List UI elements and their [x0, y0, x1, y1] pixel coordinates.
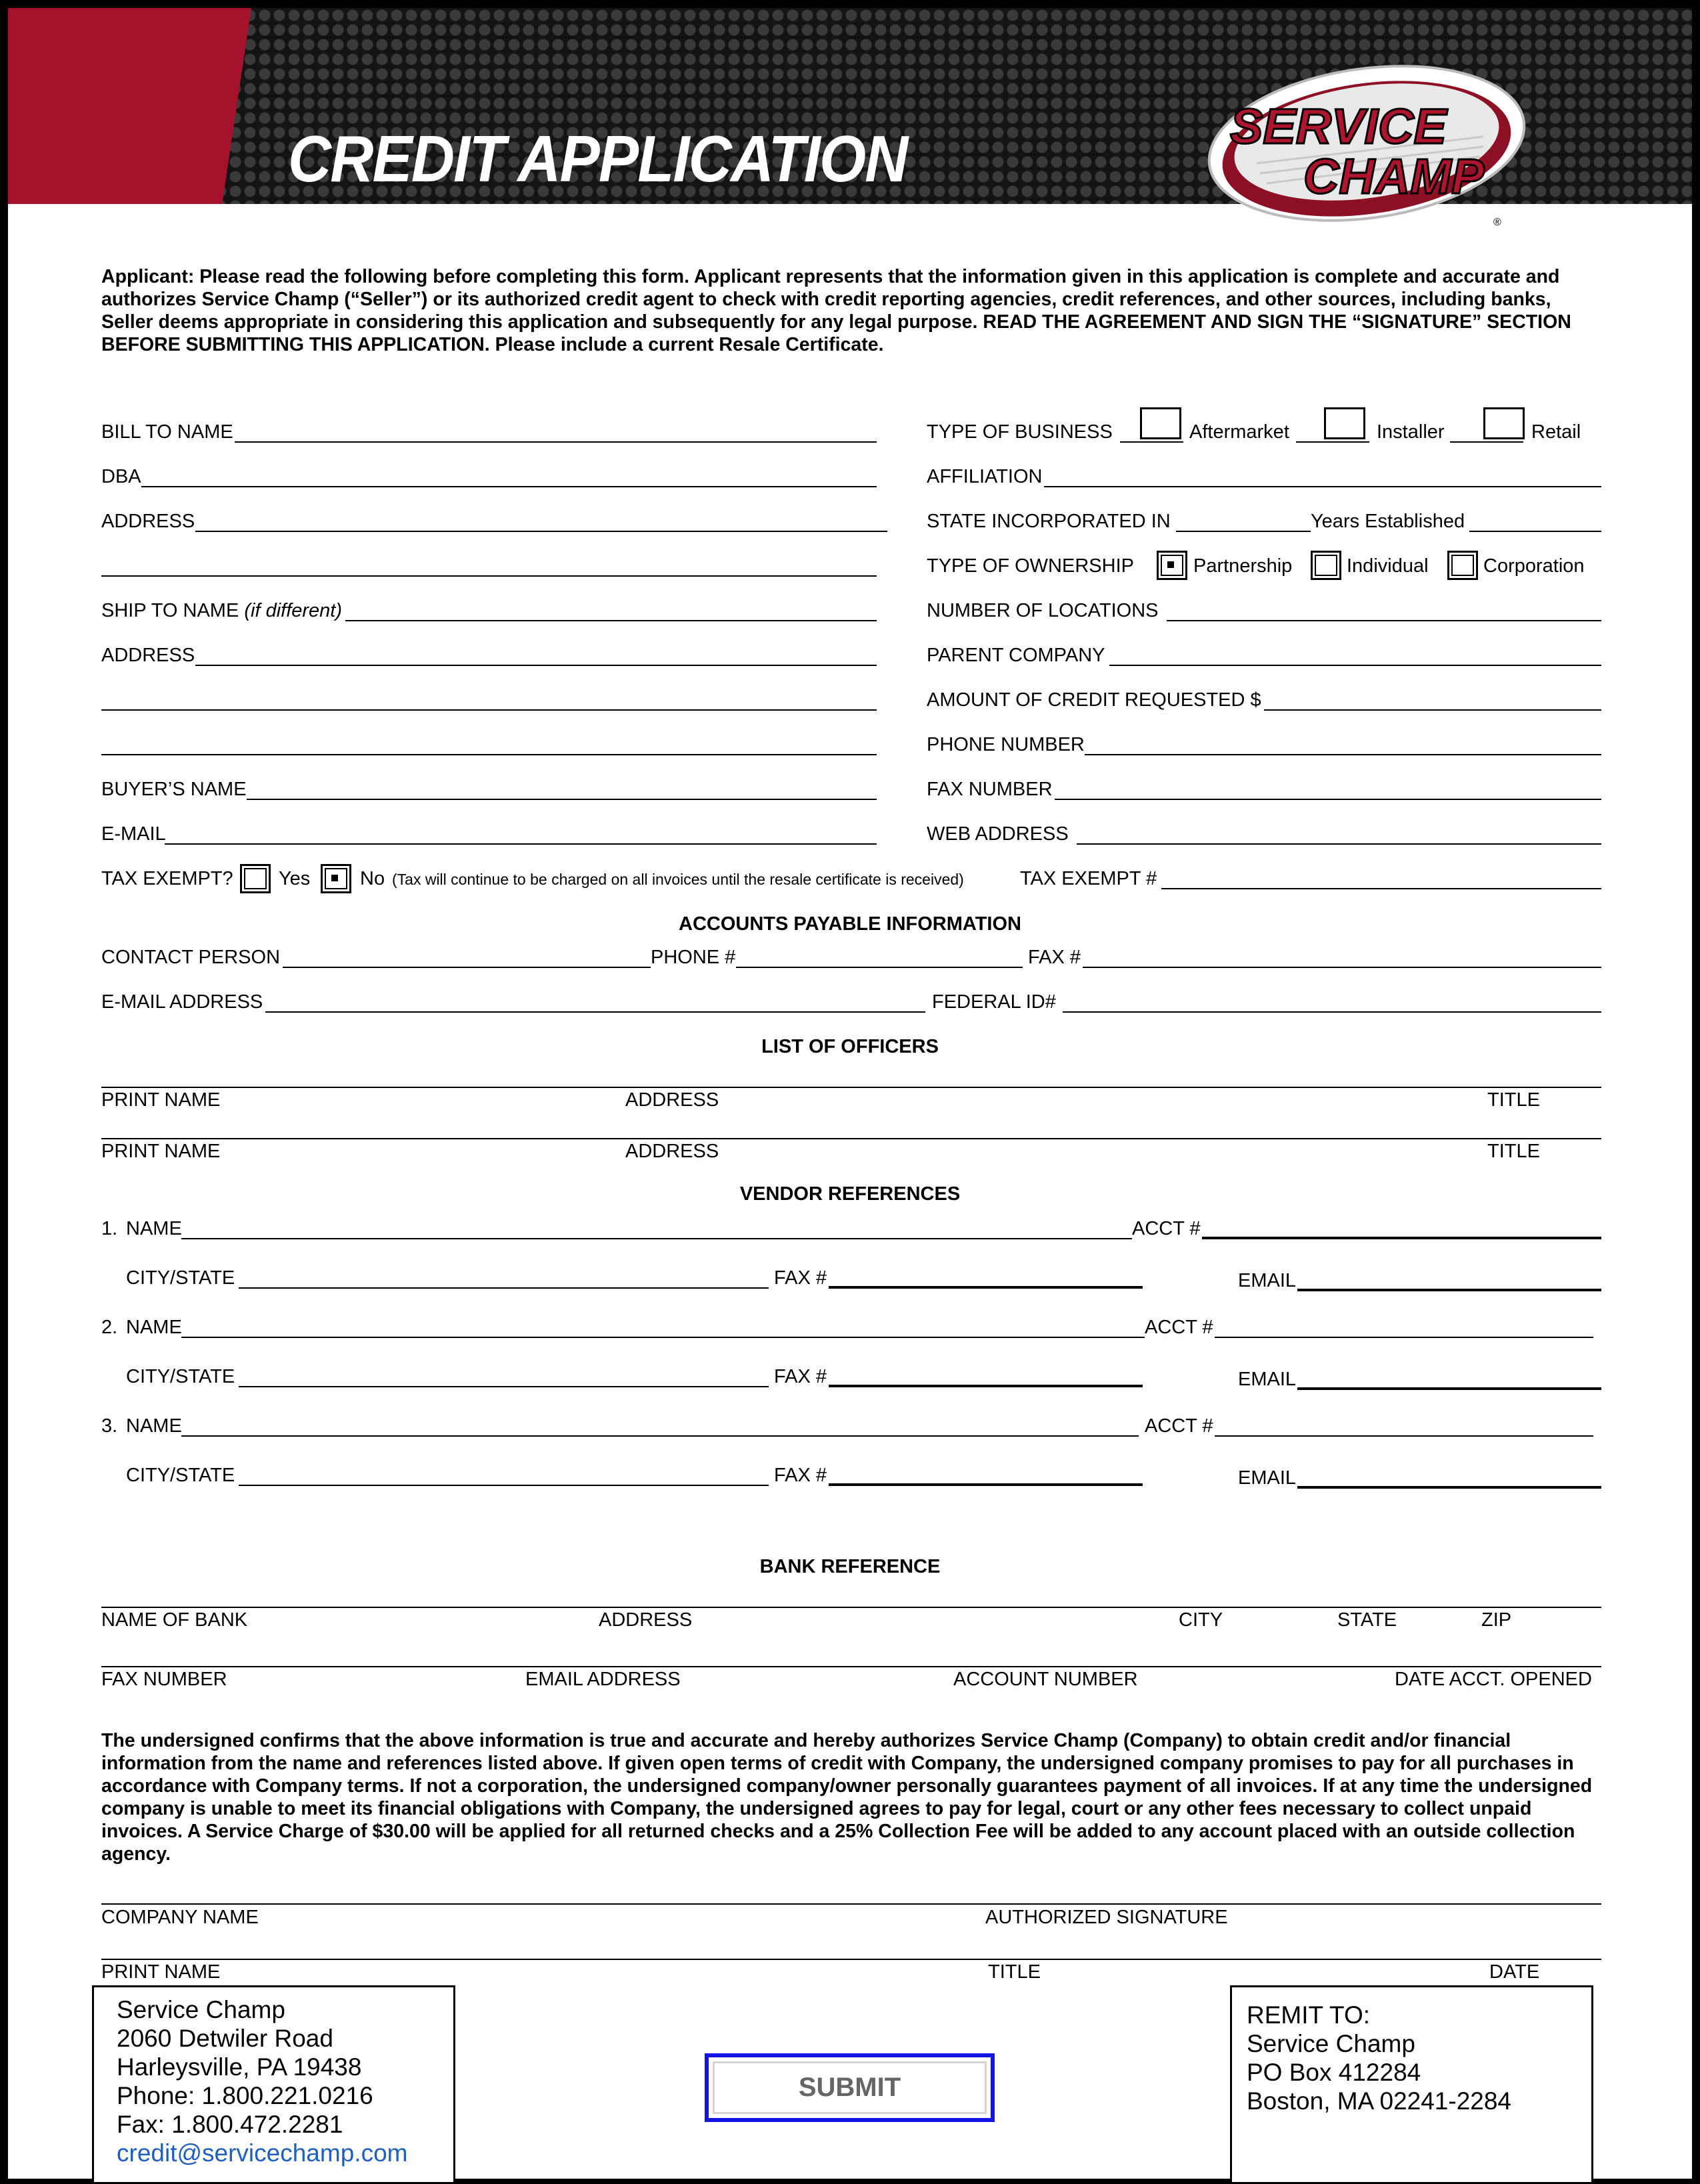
ap-fax-label: FAX #	[1028, 947, 1081, 968]
vendor-1-acct-label: ACCT #	[1132, 1218, 1201, 1239]
vendor-1-name-label: NAME	[126, 1218, 182, 1239]
buyer-name-field[interactable]	[247, 799, 877, 800]
fax-number-field[interactable]	[1055, 799, 1601, 800]
years-established-field[interactable]	[1469, 531, 1601, 532]
logo-text-top: SERVICE	[1230, 99, 1447, 154]
remit-po-box: PO Box 412284	[1247, 2059, 1421, 2086]
retail-checkbox[interactable]	[1483, 407, 1525, 439]
vendor-1-fax-label: FAX #	[774, 1267, 827, 1289]
red-accent-bar	[8, 8, 251, 204]
company-address-box	[92, 1985, 455, 2184]
retail-blank	[1450, 441, 1523, 443]
authorized-signature-label: AUTHORIZED SIGNATURE	[985, 1907, 1228, 1928]
tax-exempt-label: TAX EXEMPT?	[101, 868, 233, 889]
vendor-1-number: 1.	[101, 1218, 118, 1239]
vendor-1-city-label: CITY/STATE	[126, 1267, 235, 1289]
ship-address-line-2-field[interactable]	[101, 709, 877, 711]
bill-to-name-label: BILL TO NAME	[101, 421, 233, 443]
remit-name: Service Champ	[1247, 2030, 1415, 2057]
company-email-link[interactable]: credit@servicechamp.com	[117, 2139, 408, 2167]
address-field[interactable]	[195, 531, 887, 532]
bill-to-name-field[interactable]	[235, 441, 877, 443]
bank-date-opened-label: DATE ACCT. OPENED	[1395, 1669, 1592, 1690]
individual-label: Individual	[1347, 555, 1429, 577]
tax-exempt-number-field[interactable]	[1161, 888, 1601, 889]
tax-exempt-no-label: No	[360, 868, 385, 889]
vendor-3-city-label: CITY/STATE	[126, 1465, 235, 1486]
officer-2-address-label: ADDRESS	[625, 1141, 719, 1162]
officers-heading: LIST OF OFFICERS	[761, 1036, 939, 1057]
tax-exempt-number-label: TAX EXEMPT #	[1020, 868, 1157, 889]
corporation-label: Corporation	[1483, 555, 1585, 577]
buyer-name-label: BUYER’S NAME	[101, 779, 247, 800]
print-name-label: PRINT NAME	[101, 1961, 221, 1983]
intro-paragraph: Applicant: Please read the following before completing this form. Applicant represents that the information given in this application is complete and accurate and authorizes Service Champ (“Seller”) or its authorized credit agent to check with credit reporting agencies, credit references, and other sources, including banks, Seller deems appropriate in considering this application and subsequently for any legal purpose. READ THE AGREEMENT AND SIGN THE “SIGNATURE” SECTION BEFORE SUBMITTING THIS APPLICATION. Please include a current Resale Certificate.	[101, 266, 1571, 355]
dba-label: DBA	[101, 466, 141, 487]
address-line-2-field[interactable]	[101, 575, 877, 577]
vendor-1-email-label: EMAIL	[1238, 1270, 1297, 1291]
tax-exempt-note: (Tax will continue to be charged on all invoices until the resale certificate is received)	[392, 871, 964, 888]
ship-address-field[interactable]	[195, 665, 877, 666]
ap-phone-field[interactable]	[736, 967, 1023, 968]
address-label: ADDRESS	[101, 511, 195, 532]
affiliation-label: AFFILIATION	[927, 466, 1043, 487]
page-title: CREDIT APPLICATION	[288, 122, 907, 195]
tax-exempt-no-checkbox[interactable]	[321, 864, 351, 893]
parent-company-label: PARENT COMPANY	[927, 645, 1105, 666]
vendor-2-name-field[interactable]	[181, 1337, 1145, 1338]
company-phone: Phone: 1.800.221.0216	[117, 2082, 373, 2109]
installer-label: Installer	[1377, 421, 1445, 443]
bank-reference-heading: BANK REFERENCE	[759, 1556, 941, 1577]
ap-phone-label: PHONE #	[651, 947, 736, 968]
service-champ-logo	[1203, 63, 1530, 240]
ship-to-name-field[interactable]	[345, 620, 877, 621]
vendor-1-email-field[interactable]	[1297, 1289, 1601, 1291]
vendor-1-city-field[interactable]	[239, 1287, 769, 1289]
vendor-1-fax-field[interactable]	[829, 1286, 1143, 1289]
tax-exempt-yes-checkbox[interactable]	[240, 864, 271, 893]
number-of-locations-field[interactable]	[1167, 620, 1601, 621]
bank-line-2[interactable]	[101, 1666, 1601, 1667]
signature-line-1[interactable]	[101, 1903, 1601, 1905]
signature-line-2[interactable]	[101, 1959, 1601, 1960]
vendor-2-email-label: EMAIL	[1238, 1369, 1297, 1390]
type-of-business-label: TYPE OF BUSINESS	[927, 421, 1113, 443]
vendor-2-fax-field[interactable]	[829, 1385, 1143, 1387]
logo-registered-mark: ®	[1493, 217, 1501, 228]
federal-id-label: FEDERAL ID#	[932, 991, 1056, 1013]
dba-field[interactable]	[141, 486, 877, 487]
company-name-label: COMPANY NAME	[101, 1907, 259, 1928]
officer-1-title-label: TITLE	[1487, 1089, 1540, 1111]
ship-address-line-3-field[interactable]	[101, 754, 877, 755]
vendor-2-city-label: CITY/STATE	[126, 1366, 235, 1387]
officer-2-print-name-label: PRINT NAME	[101, 1141, 221, 1162]
ap-email-label: E-MAIL ADDRESS	[101, 991, 263, 1013]
vendor-3-fax-field[interactable]	[829, 1483, 1143, 1486]
vendor-1-acct-field[interactable]	[1202, 1237, 1601, 1239]
officer-1-print-name-label: PRINT NAME	[101, 1089, 221, 1111]
parent-company-field[interactable]	[1109, 665, 1601, 666]
vendor-3-email-label: EMAIL	[1238, 1467, 1297, 1489]
vendor-3-name-label: NAME	[126, 1415, 182, 1437]
officer-1-line[interactable]	[101, 1087, 1601, 1088]
vendor-2-fax-label: FAX #	[774, 1366, 827, 1387]
date-label: DATE	[1489, 1961, 1540, 1983]
corporation-checkbox[interactable]	[1447, 551, 1478, 580]
vendor-3-fax-label: FAX #	[774, 1465, 827, 1486]
bank-fax-label: FAX NUMBER	[101, 1669, 227, 1690]
bank-address-label: ADDRESS	[599, 1609, 693, 1631]
fax-number-label: FAX NUMBER	[927, 779, 1053, 800]
installer-blank	[1296, 441, 1369, 443]
vendor-2-acct-label: ACCT #	[1145, 1317, 1213, 1338]
credit-requested-field[interactable]	[1264, 709, 1601, 711]
bank-line-1[interactable]	[101, 1607, 1601, 1608]
vendor-2-acct-field[interactable]	[1215, 1337, 1593, 1338]
vendor-3-acct-field[interactable]	[1215, 1435, 1593, 1437]
bank-zip-label: ZIP	[1481, 1609, 1512, 1631]
submit-button-label: SUBMIT	[713, 2061, 987, 2114]
vendor-2-email-field[interactable]	[1297, 1387, 1601, 1390]
web-address-label: WEB ADDRESS	[927, 823, 1069, 845]
aftermarket-blank	[1120, 441, 1183, 443]
vendor-3-email-field[interactable]	[1297, 1486, 1601, 1489]
aftermarket-label: Aftermarket	[1189, 421, 1289, 443]
vendor-3-name-field[interactable]	[181, 1435, 1139, 1437]
vendor-3-city-field[interactable]	[239, 1485, 769, 1486]
affiliation-field[interactable]	[1044, 486, 1601, 487]
officer-2-line[interactable]	[101, 1138, 1601, 1139]
ap-contact-field[interactable]	[283, 967, 651, 968]
company-name: Service Champ	[117, 1996, 285, 2023]
remit-to-box	[1230, 1985, 1593, 2184]
state-incorporated-field[interactable]	[1176, 531, 1311, 532]
ship-address-label: ADDRESS	[101, 645, 195, 666]
ship-to-name-label: SHIP TO NAME (if different)	[101, 600, 343, 621]
ap-contact-label: CONTACT PERSON	[101, 947, 281, 968]
state-incorporated-label: STATE INCORPORATED IN	[927, 511, 1171, 532]
accounts-payable-heading: ACCOUNTS PAYABLE INFORMATION	[679, 913, 1021, 935]
ship-to-note: (if different)	[244, 600, 343, 621]
bank-account-label: ACCOUNT NUMBER	[953, 1669, 1138, 1690]
email-field[interactable]	[165, 843, 877, 845]
vendor-3-number: 3.	[101, 1415, 118, 1437]
company-city: Harleysville, PA 19438	[117, 2053, 362, 2081]
ap-email-field[interactable]	[265, 1011, 925, 1013]
vendor-3-acct-label: ACCT #	[1145, 1415, 1213, 1437]
company-street: 2060 Detwiler Road	[117, 2025, 333, 2052]
vendor-2-name-label: NAME	[126, 1317, 182, 1338]
tax-exempt-yes-label: Yes	[279, 868, 311, 889]
officer-1-address-label: ADDRESS	[625, 1089, 719, 1111]
bank-state-label: STATE	[1337, 1609, 1397, 1631]
logo-text-bottom: CHAMP	[1303, 149, 1485, 204]
web-address-field[interactable]	[1077, 843, 1601, 845]
aftermarket-checkbox[interactable]	[1140, 407, 1181, 439]
bank-city-label: CITY	[1179, 1609, 1223, 1631]
type-of-ownership-label: TYPE OF OWNERSHIP	[927, 555, 1134, 577]
federal-id-field[interactable]	[1063, 1011, 1601, 1013]
years-established-label: Years Established	[1311, 511, 1465, 532]
officer-2-title-label: TITLE	[1487, 1141, 1540, 1162]
title-label: TITLE	[988, 1961, 1041, 1983]
credit-requested-label: AMOUNT OF CREDIT REQUESTED $	[927, 689, 1261, 711]
company-fax: Fax: 1.800.472.2281	[117, 2111, 343, 2138]
individual-checkbox[interactable]	[1311, 551, 1341, 580]
agreement-paragraph: The undersigned confirms that the above information is true and accurate and hereby authorizes Service Champ (Company) to obtain credit and/or financial information from the name and references listed above. If given open terms of credit with Company, the undersigned company promises to pay for all purchases in accordance with Company terms. If not a corporation, the undersigned company/owner personally guarantees payment of all invoices. If at any time the undersigned company is unable to meet its financial obligations with Company, the undersigned agrees to pay for legal, court or any other fees necessary to collect unpaid invoices. A Service Charge of $30.00 will be applied for all returned checks and a 25% Collection Fee will be added to any account placed with an outside collection agency.	[101, 1730, 1593, 1865]
remit-city: Boston, MA 02241-2284	[1247, 2087, 1512, 2115]
phone-number-field[interactable]	[1085, 754, 1601, 755]
vendor-1-name-field[interactable]	[181, 1238, 1132, 1239]
bank-email-label: EMAIL ADDRESS	[525, 1669, 681, 1690]
partnership-checkbox[interactable]	[1157, 551, 1187, 580]
vendor-references-heading: VENDOR REFERENCES	[739, 1183, 961, 1205]
remit-title: REMIT TO:	[1247, 2001, 1371, 2029]
vendor-2-city-field[interactable]	[239, 1386, 769, 1387]
ap-fax-field[interactable]	[1083, 967, 1601, 968]
installer-checkbox[interactable]	[1324, 407, 1365, 439]
email-label: E-MAIL	[101, 823, 166, 845]
vendor-2-number: 2.	[101, 1317, 118, 1338]
phone-number-label: PHONE NUMBER	[927, 734, 1085, 755]
submit-button[interactable]	[705, 2053, 995, 2122]
number-of-locations-label: NUMBER OF LOCATIONS	[927, 600, 1159, 621]
partnership-label: Partnership	[1193, 555, 1293, 577]
retail-label: Retail	[1531, 421, 1581, 443]
bank-name-label: NAME OF BANK	[101, 1609, 248, 1631]
